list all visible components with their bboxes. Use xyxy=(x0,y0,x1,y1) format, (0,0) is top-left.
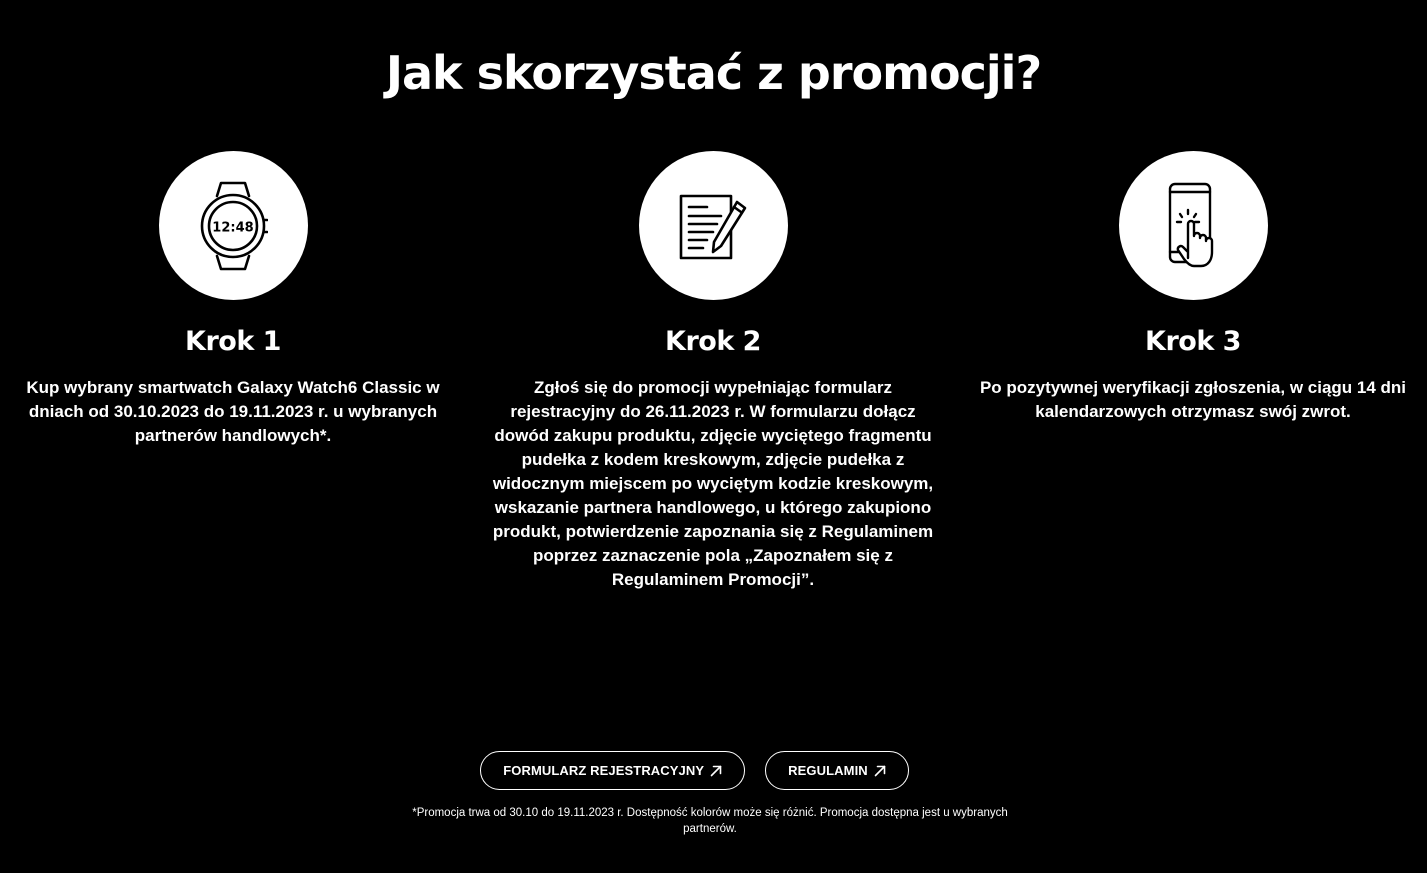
form-pen-icon xyxy=(677,190,749,262)
registration-form-button-label: FORMULARZ REJESTRACYJNY xyxy=(503,763,705,778)
terms-button-label: REGULAMIN xyxy=(788,763,868,778)
action-buttons xyxy=(0,751,1427,790)
step-2 xyxy=(492,151,934,592)
page-title: Jak skorzystać z promocji? xyxy=(385,46,1042,100)
step-3-icon-circle xyxy=(1119,151,1268,300)
step-title: Krok 3 xyxy=(1145,326,1241,357)
external-arrow-icon xyxy=(710,765,722,777)
watch-face-time: 12:48 xyxy=(212,220,254,235)
step-2-icon-circle xyxy=(639,151,788,300)
step-description: Zgłoś się do promocji wypełniając formularz rejestracyjny do 26.11.2023 r. W formularzu dołącz dowód zakupu produktu, zdjęcie wyciętego fragmentu pudełka z kodem kreskowym, zdjęcie pudełka z widocznym miejscem po wyciętym kodzie kreskowym, wskazanie partnera handlowego, u którego zakupiono produkt, potwierdzenie zapoznania się z Regulaminem poprzez zaznaczenie pola „Zapoznałem się z Regulaminem Promocji”. xyxy=(492,378,934,589)
step-1-icon-circle xyxy=(159,151,308,300)
terms-button[interactable] xyxy=(765,751,909,790)
phone-touch-icon xyxy=(1168,180,1218,272)
step-title: Krok 1 xyxy=(185,326,281,357)
step-3 xyxy=(972,151,1414,424)
step-description: Po pozytywnej weryfikacji zgłoszenia, w ciągu 14 dni kalendarzowych otrzymasz swój zwrot. xyxy=(979,378,1407,421)
registration-form-button[interactable] xyxy=(480,751,745,790)
step-1 xyxy=(22,151,444,448)
step-title: Krok 2 xyxy=(665,326,761,357)
promo-footnote: *Promocja trwa od 30.10 do 19.11.2023 r. Dostępność kolorów może się różnić. Promocja dostępna jest u wybranych partnerów. xyxy=(412,807,1008,835)
step-description: Kup wybrany smartwatch Galaxy Watch6 Classic w dniach od 30.10.2023 do 19.11.2023 r. u wybranych partnerów handlowych*. xyxy=(26,378,440,445)
smartwatch-icon xyxy=(198,180,268,272)
external-arrow-icon xyxy=(874,765,886,777)
